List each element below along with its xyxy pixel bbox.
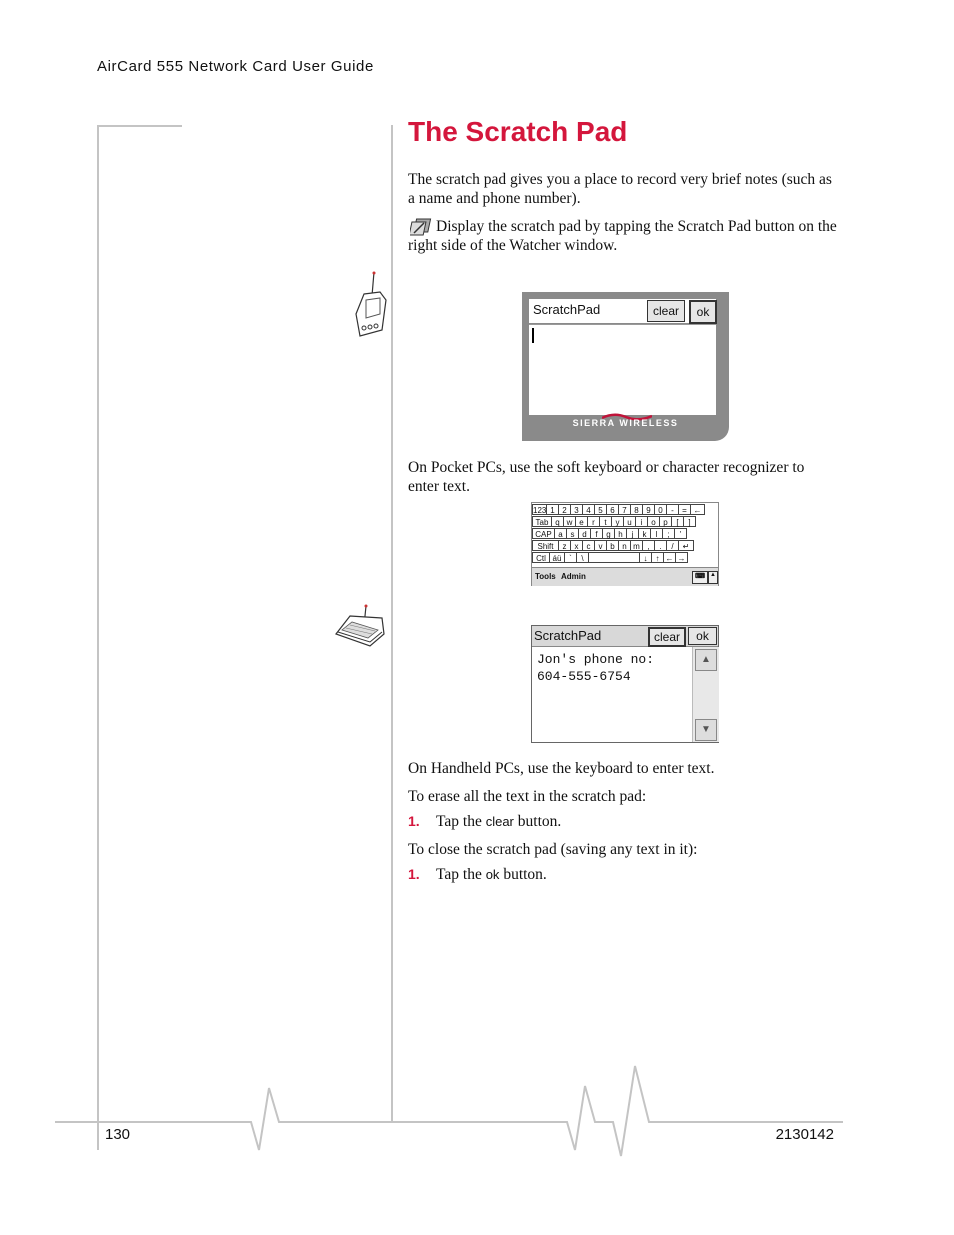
step-text-before: Tap the — [436, 813, 482, 830]
keyboard-icon[interactable]: ⌨ — [692, 571, 708, 584]
page-number: 130 — [105, 1126, 131, 1143]
key[interactable]: / — [666, 540, 679, 551]
intro-paragraph: The scratch pad gives you a place to record very brief notes (such as a name and phone number). — [408, 171, 832, 207]
scroll-down-icon[interactable]: ▼ — [695, 719, 717, 741]
erase-step — [408, 812, 838, 831]
key[interactable]: = — [678, 504, 691, 515]
handheld-pc-icon — [330, 600, 388, 657]
running-header: AirCard 555 Network Card User Guide — [97, 58, 374, 75]
key[interactable]: v — [594, 540, 607, 551]
key[interactable]: 4 — [582, 504, 595, 515]
pocket-pc-paragraph: On Pocket PCs, use the soft keyboard or character recognizer to enter text. — [408, 459, 805, 495]
clear-button[interactable]: clear — [648, 627, 686, 647]
backspace-key[interactable]: ← — [690, 504, 705, 515]
key[interactable]: 0 — [654, 504, 667, 515]
key[interactable]: x — [570, 540, 583, 551]
key[interactable]: ← — [663, 552, 676, 563]
key[interactable]: 2 — [558, 504, 571, 515]
key[interactable]: ↑ — [651, 552, 664, 563]
handheld-scratchpad-screenshot — [531, 625, 719, 743]
input-menu-arrow-icon[interactable]: ▲ — [708, 571, 718, 584]
key[interactable]: u — [623, 516, 636, 527]
clear-button-name: clear — [485, 814, 514, 829]
key[interactable]: h — [614, 528, 627, 539]
text-cursor — [532, 328, 534, 343]
key[interactable]: s — [566, 528, 579, 539]
key[interactable]: y — [611, 516, 624, 527]
keyboard-row — [532, 540, 693, 552]
key[interactable]: \ — [576, 552, 589, 563]
key[interactable]: f — [590, 528, 603, 539]
key[interactable]: 3 — [570, 504, 583, 515]
key[interactable]: d — [578, 528, 591, 539]
key[interactable]: m — [630, 540, 643, 551]
step-number: 1. — [408, 866, 420, 882]
key[interactable]: g — [602, 528, 615, 539]
step-number: 1. — [408, 813, 420, 829]
ctrl-key[interactable]: Ctl — [532, 552, 550, 563]
key[interactable]: 9 — [642, 504, 655, 515]
ok-button-name: ok — [485, 867, 500, 882]
doc-number: 2130142 — [775, 1126, 834, 1143]
key[interactable]: 7 — [618, 504, 631, 515]
ok-button[interactable]: ok — [689, 300, 717, 324]
vertical-scrollbar[interactable] — [692, 647, 719, 742]
close-step — [408, 865, 838, 884]
space-key[interactable] — [588, 552, 640, 563]
shift-key[interactable]: Shift — [532, 540, 559, 551]
key[interactable]: k — [638, 528, 651, 539]
key[interactable]: b — [606, 540, 619, 551]
key[interactable]: w — [563, 516, 576, 527]
scratchpad-text-area[interactable] — [529, 324, 716, 415]
keyboard-row — [532, 504, 704, 516]
key[interactable]: 123 — [533, 506, 547, 515]
clear-button[interactable]: clear — [647, 300, 685, 322]
key[interactable]: 8 — [630, 504, 643, 515]
key[interactable]: ↓ — [639, 552, 652, 563]
key[interactable]: n — [618, 540, 631, 551]
key[interactable]: l — [650, 528, 663, 539]
step-text-after: button. — [517, 813, 562, 830]
key[interactable]: 6 — [606, 504, 619, 515]
key[interactable]: c — [582, 540, 595, 551]
key[interactable]: p — [659, 516, 672, 527]
footer-pulse-line — [55, 1060, 845, 1160]
key[interactable]: - — [666, 504, 679, 515]
key[interactable]: o — [647, 516, 660, 527]
key[interactable]: [ — [671, 516, 684, 527]
pocket-pc-icon — [352, 270, 388, 343]
menu-admin[interactable]: Admin — [561, 572, 586, 581]
menu-tools[interactable]: Tools — [535, 572, 556, 581]
column-rule — [391, 125, 393, 1122]
key[interactable]: t — [599, 516, 612, 527]
scratchpad-note-line-2: 604-555-6754 — [537, 669, 631, 684]
scratchpad-titlebar — [532, 626, 718, 647]
menu-bar — [532, 567, 718, 586]
enter-key[interactable]: ↵ — [678, 540, 694, 551]
key[interactable]: 1 — [546, 504, 559, 515]
key[interactable]: → — [675, 552, 688, 563]
key[interactable]: , — [642, 540, 655, 551]
key[interactable]: ' — [674, 528, 687, 539]
key[interactable]: i — [635, 516, 648, 527]
ok-button[interactable]: ok — [688, 627, 717, 645]
close-intro: To close the scratch pad (saving any text in it): — [408, 841, 698, 858]
handheld-pc-paragraph: On Handheld PCs, use the keyboard to enter text. — [408, 760, 715, 777]
step-text-before: Tap the — [436, 866, 482, 883]
scratchpad-titlebar — [529, 299, 716, 323]
key[interactable]: . — [654, 540, 667, 551]
key[interactable]: 5 — [594, 504, 607, 515]
key[interactable]: z — [558, 540, 571, 551]
top-rule — [97, 125, 182, 127]
erase-intro: To erase all the text in the scratch pad: — [408, 788, 647, 805]
key[interactable]: ` — [564, 552, 577, 563]
tab-key[interactable]: Tab — [532, 516, 552, 527]
scroll-up-icon[interactable]: ▲ — [695, 649, 717, 671]
scratchpad-note-line-1: Jon's phone no: — [537, 652, 655, 667]
key[interactable]: j — [626, 528, 639, 539]
brand-label: SIERRA WIRELESS — [572, 418, 679, 428]
scratchpad-title: ScratchPad — [534, 628, 602, 643]
soft-keyboard-screenshot — [531, 502, 719, 586]
key[interactable]: e — [575, 516, 588, 527]
key[interactable]: r — [587, 516, 600, 527]
page-title: The Scratch Pad — [408, 116, 628, 147]
step-text-after: button. — [503, 866, 547, 883]
key[interactable]: ] — [683, 516, 696, 527]
key[interactable]: a — [554, 528, 567, 539]
accent-key[interactable]: áü — [549, 552, 565, 563]
left-margin-rule — [97, 125, 99, 1150]
key[interactable]: ; — [662, 528, 675, 539]
keyboard-row — [532, 552, 687, 564]
pocket-scratchpad-screenshot — [522, 292, 729, 441]
key[interactable]: q — [551, 516, 564, 527]
caps-key[interactable]: CAP — [532, 528, 555, 539]
scratchpad-title: ScratchPad — [533, 302, 601, 317]
keyboard-row — [532, 528, 686, 540]
keyboard-row — [532, 516, 695, 528]
display-paragraph: Display the scratch pad by tapping the Scratch Pad button on the right side of the Watcher window. — [408, 218, 837, 254]
